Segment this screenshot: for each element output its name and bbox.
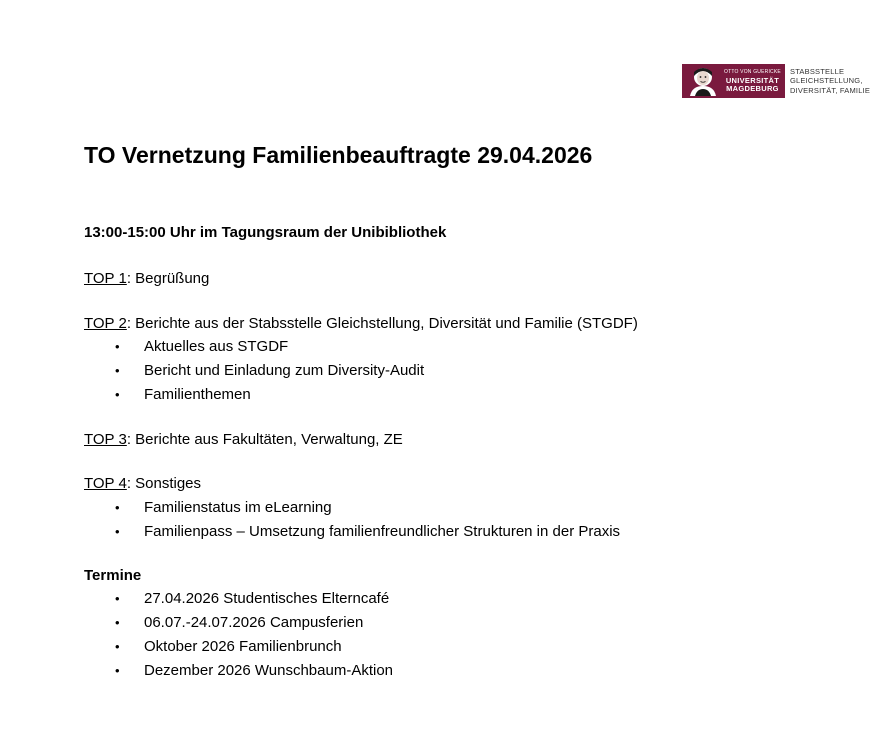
list-item xyxy=(115,386,424,410)
top4-list xyxy=(115,499,620,547)
list-item xyxy=(115,638,393,662)
top-text: : Sonstiges xyxy=(126,475,202,492)
logo-line2: MAGDEBURG xyxy=(726,83,779,93)
logo-wordmark xyxy=(724,70,781,92)
list-item xyxy=(115,523,620,547)
top-text: : Berichte aus der Stabsstelle Gleichstellung, Diversität und Familie (STGDF) xyxy=(126,315,638,332)
bullet: • xyxy=(115,591,120,606)
list-item-text: 27.04.2026 Studentisches Elterncafé xyxy=(144,590,390,607)
agenda-top2 xyxy=(84,315,638,333)
portrait-icon xyxy=(685,66,721,96)
logo-box xyxy=(682,64,785,98)
logo-department xyxy=(790,67,870,96)
list-item xyxy=(115,662,393,686)
logo-top-text: OTTO VON GUERICKE xyxy=(724,69,781,75)
bullet: • xyxy=(115,615,120,630)
bullet: • xyxy=(115,339,120,354)
university-logo xyxy=(682,64,870,98)
list-item xyxy=(115,338,424,362)
agenda-top4 xyxy=(84,475,201,493)
top2-list xyxy=(115,338,424,410)
list-item-text: Familienstatus im eLearning xyxy=(144,499,332,516)
list-item-text: Bericht und Einladung zum Diversity-Audit xyxy=(144,362,425,379)
bullet: • xyxy=(115,524,120,539)
bullet: • xyxy=(115,663,120,678)
bullet: • xyxy=(115,500,120,515)
list-item-text: Familienthemen xyxy=(144,386,251,403)
bullet: • xyxy=(115,363,120,378)
list-item-text: Dezember 2026 Wunschbaum-Aktion xyxy=(144,662,394,679)
logo-side-line: STABSSTELLE xyxy=(790,66,845,76)
termine-list xyxy=(115,590,393,686)
list-item-text: Aktuelles aus STGDF xyxy=(144,338,289,355)
top-label: TOP 1 xyxy=(84,270,127,287)
logo-side-line: GLEICHSTELLUNG, xyxy=(790,76,863,86)
list-item-text: Oktober 2026 Familienbrunch xyxy=(144,638,342,655)
bullet: • xyxy=(115,639,120,654)
top-label: TOP 4 xyxy=(84,475,127,492)
list-item xyxy=(115,499,620,523)
agenda-top3 xyxy=(84,431,403,449)
list-item xyxy=(115,590,393,614)
bullet: • xyxy=(115,387,120,402)
top-text: : Begrüßung xyxy=(126,270,210,287)
list-item-text: 06.07.-24.07.2026 Campusferien xyxy=(144,614,364,631)
document-title: TO Vernetzung Familienbeauftragte 29.04.2026 xyxy=(84,142,593,168)
list-item xyxy=(115,362,424,386)
time-location: 13:00-15:00 Uhr im Tagungsraum der Unibibliothek xyxy=(84,224,447,241)
top-label: TOP 2 xyxy=(84,315,127,332)
top-text: : Berichte aus Fakultäten, Verwaltung, ZE xyxy=(126,431,403,448)
top-label: TOP 3 xyxy=(84,431,127,448)
list-item xyxy=(115,614,393,638)
agenda-top1 xyxy=(84,270,209,288)
list-item-text: Familienpass – Umsetzung familienfreundlicher Strukturen in der Praxis xyxy=(144,523,621,540)
logo-side-line: DIVERSITÄT, FAMILIE xyxy=(790,85,871,95)
logo-line1: UNIVERSITÄT xyxy=(725,76,780,85)
termine-heading: Termine xyxy=(84,567,142,584)
